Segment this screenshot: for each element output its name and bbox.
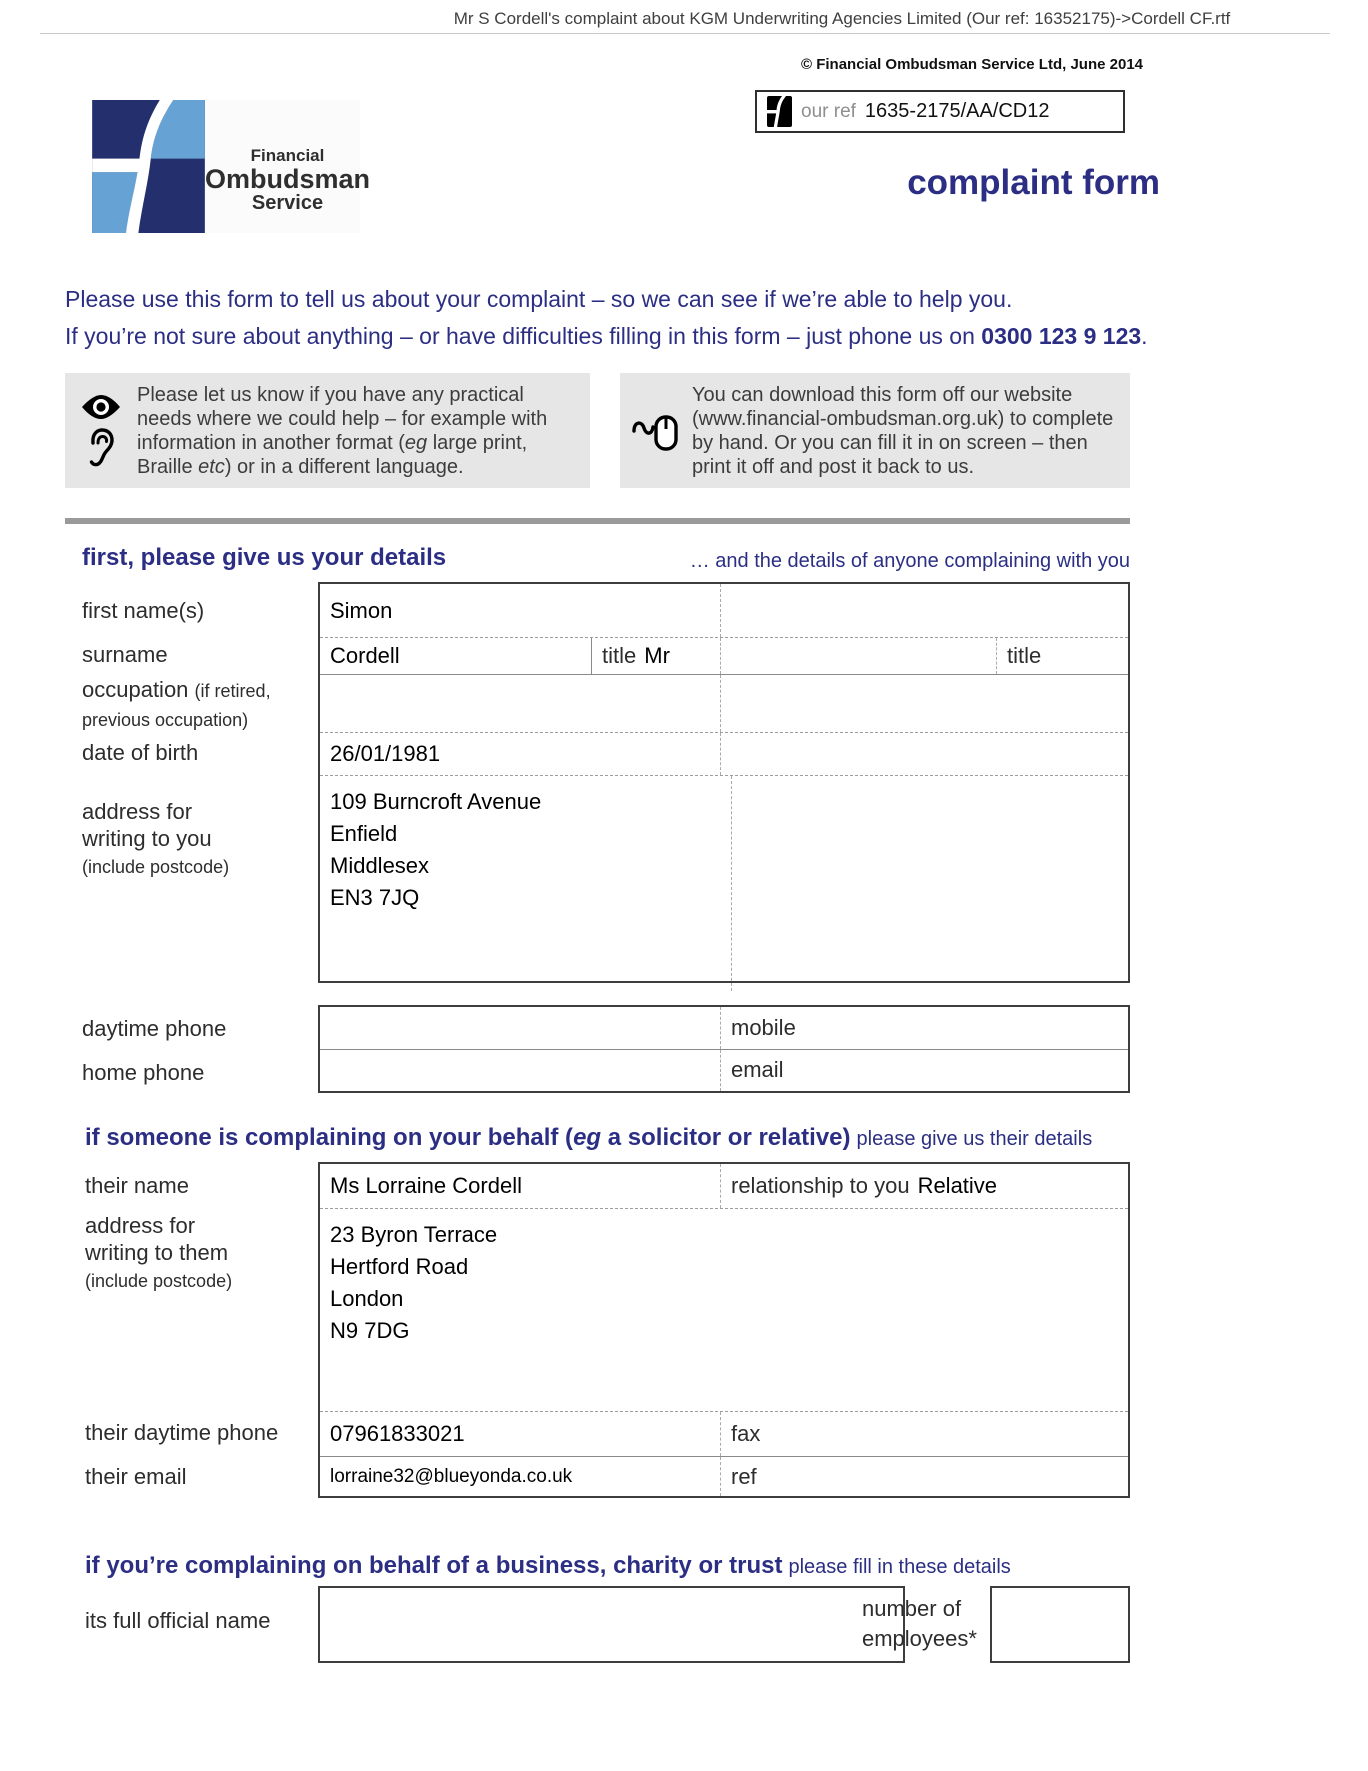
co-complainant-title-field[interactable]	[997, 638, 1128, 674]
first-name-row	[320, 584, 1128, 638]
address-label-line2: writing to you	[82, 826, 212, 851]
helpline-phone-number: 0300 123 9 123	[981, 323, 1142, 349]
our-ref-label: our ref	[801, 100, 856, 122]
logo-line-financial: Financial	[250, 145, 325, 165]
address-line-2: Enfield	[330, 821, 398, 846]
daytime-phone-row	[320, 1007, 1128, 1050]
their-address-line-3: London	[330, 1286, 404, 1311]
behalf-heading-part1: if someone is complaining on your behalf (	[85, 1124, 574, 1151]
practical-needs-notice	[65, 373, 590, 488]
their-name-label: their name	[85, 1173, 189, 1198]
address-label-line3: (include postcode)	[82, 857, 230, 877]
address-label-line1: address for	[82, 799, 193, 824]
surname-label: surname	[82, 642, 168, 667]
number-of-employees-field[interactable]	[990, 1586, 1130, 1663]
page-title: complaint form	[907, 163, 1160, 202]
ref-field[interactable]	[721, 1457, 1128, 1496]
official-name-field[interactable]	[318, 1586, 905, 1663]
co-complainant-occupation-field[interactable]	[721, 675, 1128, 732]
section-your-details-note: … and the details of anyone complaining with you	[689, 550, 1130, 572]
daytime-phone-label: daytime phone	[82, 1016, 227, 1041]
their-daytime-phone-row	[320, 1412, 1128, 1457]
fos-logo-text	[205, 100, 370, 233]
practical-needs-p3: ) or in a different language.	[224, 456, 464, 478]
mobile-field[interactable]	[721, 1007, 1128, 1049]
home-phone-field[interactable]	[320, 1050, 721, 1092]
title-field[interactable]	[592, 638, 721, 674]
document-filename: Mr S Cordell's complaint about KGM Underwriting Agencies Limited (Our ref: 16352175)->Cordell CF.rtf	[453, 9, 1231, 28]
their-name-row	[320, 1164, 1128, 1209]
their-address-label-line1: address for	[85, 1213, 196, 1238]
official-name-label: its full official name	[85, 1608, 271, 1633]
computer-mouse-icon	[632, 409, 680, 453]
download-icons	[620, 383, 692, 478]
header-divider	[40, 33, 1330, 34]
their-email-label: their email	[85, 1464, 187, 1489]
section-behalf-heading	[85, 1124, 1092, 1152]
behalf-details-table	[318, 1162, 1130, 1498]
logo-line-service: Service	[251, 192, 324, 215]
their-address-field[interactable]	[320, 1209, 1128, 1347]
relationship-label: relationship to you	[731, 1173, 910, 1198]
their-daytime-phone-label: their daytime phone	[85, 1420, 279, 1445]
download-notice	[620, 373, 1130, 488]
co-complainant-title-label: title	[1007, 643, 1042, 668]
occupation-label-note2: previous occupation)	[82, 710, 249, 730]
occupation-label-main: occupation	[82, 677, 189, 702]
intro-line-2-period: .	[1141, 323, 1148, 349]
co-complainant-first-name-field[interactable]	[721, 584, 1128, 637]
their-name-field[interactable]: Ms Lorraine Cordell	[320, 1164, 721, 1208]
address-line-1: 109 Burncroft Avenue	[330, 789, 542, 814]
occupation-label-note1: (if retired,	[194, 681, 271, 701]
employees-label-line2: employees*	[862, 1626, 977, 1651]
relationship-field[interactable]	[721, 1164, 1128, 1208]
intro-line-1: Please use this form to tell us about your complaint – so we can see if we’re able to help you.	[65, 286, 1013, 312]
business-heading-note: please fill in these details	[788, 1556, 1011, 1578]
intro-line-2	[65, 323, 1148, 350]
behalf-heading-note: please give us their details	[856, 1128, 1093, 1150]
practical-needs-eg: eg	[404, 432, 428, 454]
practical-needs-etc: etc	[198, 456, 225, 478]
behalf-heading-eg: eg	[573, 1124, 602, 1151]
date-of-birth-label: date of birth	[82, 740, 199, 765]
their-address-line-1: 23 Byron Terrace	[330, 1222, 498, 1247]
ref-label: ref	[731, 1463, 757, 1489]
section-business-heading	[85, 1552, 1011, 1580]
email-field[interactable]	[721, 1050, 1128, 1092]
intro-line-2-text: If you’re not sure about anything – or have difficulties filling in this form – just phone us on	[65, 323, 982, 349]
their-address-line-4: N9 7DG	[330, 1318, 410, 1343]
co-complainant-surname-field[interactable]	[721, 638, 997, 674]
date-of-birth-field[interactable]: 26/01/1981	[320, 733, 721, 775]
title-value: Mr	[644, 643, 670, 668]
eye-icon	[81, 394, 121, 420]
occupation-row	[320, 675, 1128, 733]
their-email-row	[320, 1457, 1128, 1496]
home-phone-label: home phone	[82, 1060, 205, 1085]
fax-label: fax	[731, 1421, 761, 1446]
their-address-label	[85, 1212, 232, 1295]
address-line-3: Middlesex	[330, 853, 430, 878]
fos-logo-mark-icon	[92, 100, 205, 233]
their-address-label-line2: writing to them	[85, 1240, 229, 1265]
home-phone-row	[320, 1050, 1128, 1092]
address-field[interactable]	[320, 776, 732, 991]
title-label: title	[602, 643, 637, 668]
download-text: You can download this form off our website (www.financial-ombudsman.org.uk) to complete by hand. Or you can fill it in on screen – then print it off and post it back to us.	[692, 384, 1114, 478]
their-email-field[interactable]: lorraine32@blueyonda.co.uk	[320, 1457, 721, 1496]
address-label	[82, 798, 229, 881]
our-ref-box	[755, 90, 1125, 133]
their-address-row	[320, 1209, 1128, 1412]
mobile-label: mobile	[731, 1014, 796, 1040]
surname-field[interactable]: Cordell	[320, 638, 592, 674]
business-heading-bold: if you’re complaining on behalf of a business, charity or trust	[85, 1552, 783, 1579]
surname-row	[320, 638, 1128, 675]
employees-label-line1: number of	[862, 1596, 962, 1621]
co-complainant-dob-field[interactable]	[721, 733, 1128, 775]
their-address-line-2: Hertford Road	[330, 1254, 469, 1279]
email-label: email	[731, 1057, 784, 1083]
relationship-value: Relative	[917, 1173, 998, 1198]
daytime-phone-field[interactable]	[320, 1007, 721, 1049]
fax-field[interactable]	[721, 1412, 1128, 1456]
practical-needs-p1: Please let us know if you have any practical needs where we could help – for example with information in another format (	[137, 384, 548, 454]
section-divider-bar	[65, 518, 1130, 524]
their-daytime-phone-field[interactable]: 07961833021	[320, 1412, 721, 1456]
accessibility-icons	[65, 383, 137, 478]
first-name-label: first name(s)	[82, 598, 205, 623]
copyright-notice: © Financial Ombudsman Service Ltd, June 2014	[801, 56, 1143, 73]
fos-logo	[92, 100, 371, 233]
fos-f-icon	[767, 96, 792, 127]
number-of-employees-label	[862, 1594, 977, 1654]
occupation-field[interactable]	[320, 675, 721, 732]
occupation-label	[82, 676, 271, 734]
address-line-4: EN3 7JQ	[330, 885, 420, 910]
behalf-heading-part2: a solicitor or relative)	[601, 1124, 851, 1151]
your-details-table	[318, 582, 1130, 983]
section-your-details-heading: first, please give us your details	[82, 544, 447, 571]
practical-needs-p2: large print, Braille	[137, 432, 528, 478]
logo-line-ombudsman: Ombudsman	[205, 163, 371, 194]
phone-table	[318, 1005, 1130, 1093]
practical-needs-text	[137, 383, 582, 478]
first-name-field[interactable]: Simon	[320, 584, 721, 637]
date-of-birth-row	[320, 733, 1128, 776]
ear-icon	[86, 428, 116, 468]
address-row	[320, 776, 1128, 981]
our-ref-value: 1635-2175/AA/CD12	[864, 100, 1050, 122]
their-address-label-line3: (include postcode)	[85, 1271, 233, 1291]
